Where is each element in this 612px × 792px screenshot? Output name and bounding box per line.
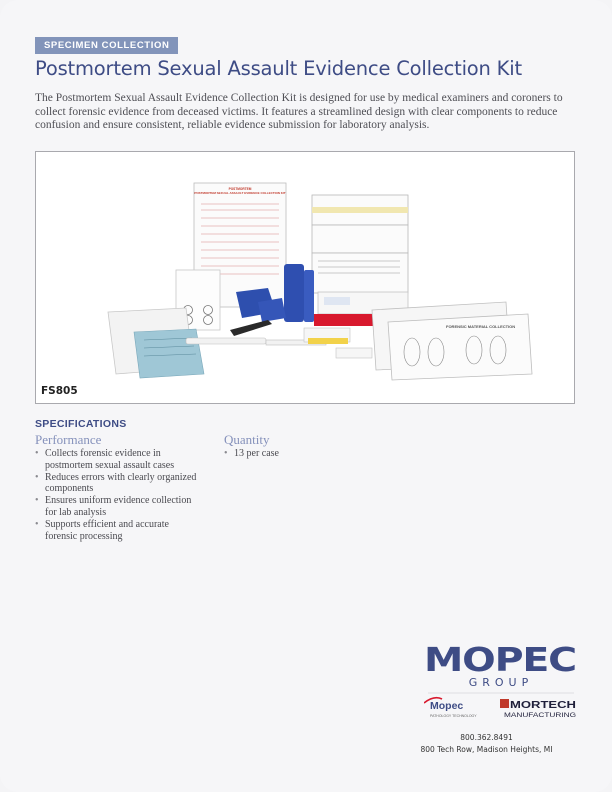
address: 800 Tech Row, Madison Heights, MI [420,745,553,754]
list-item: • Collects forensic evidence in postmortem sexual assault cases [35,448,200,472]
forensic-collection-forms [372,302,532,380]
red-evidence-tape [314,314,376,326]
list-item: • Reduces errors with clearly organized components [35,472,200,496]
category-tag: SPECIMEN COLLECTION [35,37,178,54]
list-item: • Ensures uniform evidence collection for lab analysis [35,495,200,519]
envelope-stack [312,195,408,293]
list-item: • Supports efficient and accurate forensic processing [35,519,200,543]
svg-text:PATHOLOGY TECHNOLOGY: PATHOLOGY TECHNOLOGY [430,714,477,718]
svg-text:MANUFACTURING: MANUFACTURING [504,712,576,719]
specifications-heading: SPECIFICATIONS [35,418,127,430]
product-photo [35,151,575,404]
performance-heading: Performance [35,432,102,447]
model-number: FS805 [41,385,78,397]
svg-text:MOPEC: MOPEC [424,643,576,679]
performance-list [35,448,200,542]
phone-number: 800.362.8491 [460,733,513,742]
mortech-mark-icon [500,699,509,708]
product-description: The Postmortem Sexual Assault Evidence Collection Kit is designed for use by medical examiners and coroners to collect forensic evidence from deceased victims. It features a streamlined design with clear components to reduce confusion and ensure consistent, reliable evidence submission for laboratory analysis. [35,92,563,132]
svg-text:GROUP: GROUP [468,676,534,689]
mopec-group-logo [424,643,579,723]
quantity-heading: Quantity [224,432,270,447]
list-item: • 13 per case [224,448,344,460]
contact-info [400,732,573,756]
svg-text:MORTECH: MORTECH [510,699,576,711]
quantity-list [224,448,344,460]
page-title: Postmortem Sexual Assault Evidence Collection Kit [35,57,522,80]
svg-text:POSTMORTEM: POSTMORTEM [228,187,252,191]
svg-text:FORENSIC MATERIAL COLLECTION: FORENSIC MATERIAL COLLECTION [446,324,516,329]
svg-text:POSTMORTEM SEXUAL ASSAULT EVID: POSTMORTEM SEXUAL ASSAULT EVIDENCE COLLECTION KIT [194,191,286,195]
svg-text:Mopec: Mopec [430,700,464,712]
kit-contents-illustration [36,152,575,404]
